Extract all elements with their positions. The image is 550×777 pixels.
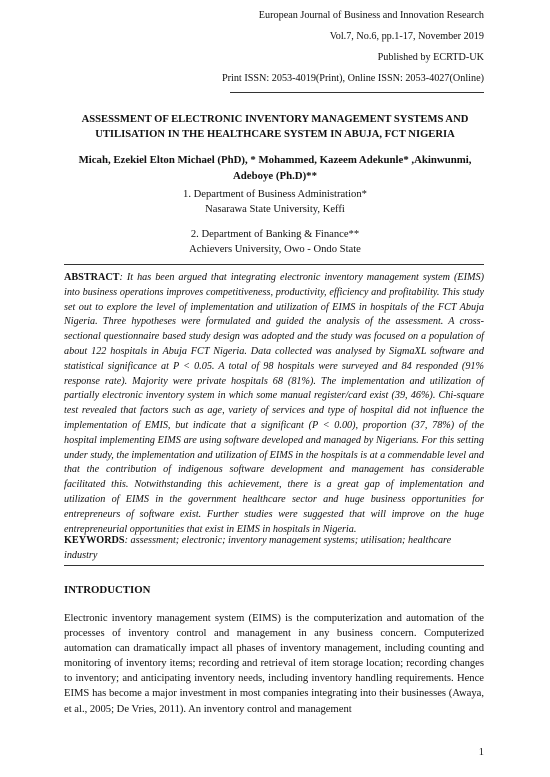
- page-number: 1: [478, 747, 484, 758]
- abstract-label: ABSTRACT: [64, 272, 120, 283]
- abstract: [64, 271, 484, 537]
- affiliation-2-institution: Achievers University, Owo - Ondo State: [189, 244, 361, 255]
- introduction-body: Electronic inventory management system (EIMS) is the computerization and automation of the processes of inventory control and management in any business concern. Computerized automation can dramatically impact all phases of inventory management, including counting and monitoring of inventory items; recording and retrieval of item storage location; recording changes to inventory; and anticipating inventory needs, including inventory handling requirements. Hence EIMS has become a major investment in most companies integrating into their businesses (Awaya, et al., 2005; De Vries, 2011). An inventory control and management: [64, 613, 484, 715]
- affiliation-2-dept: 2. Department of Banking & Finance**: [190, 229, 360, 240]
- journal-name: European Journal of Business and Innovation Research: [258, 10, 484, 21]
- affiliation-1-dept: 1. Department of Business Administration*: [183, 189, 367, 200]
- keywords-text: : assessment; electronic; inventory management systems; utilisation; healthcare industry: [64, 535, 452, 561]
- journal-volume: Vol.7, No.6, pp.1-17, November 2019: [329, 31, 484, 42]
- affiliation-1-institution: Nasarawa State University, Keffi: [205, 204, 345, 215]
- paper-title: ASSESSMENT OF ELECTRONIC INVENTORY MANAGEMENT SYSTEMS AND UTILISATION IN THE HEALTHCARE SYSTEM IN ABUJA, FCT NIGERIA: [81, 114, 469, 140]
- journal-issn: Print ISSN: 2053-4019(Print), Online ISSN: 2053-4027(Online): [221, 73, 484, 84]
- introduction-heading: INTRODUCTION: [64, 584, 151, 596]
- header-divider: [230, 92, 484, 93]
- keywords: [64, 534, 484, 564]
- journal-publisher: Published by ECRTD-UK: [377, 52, 484, 63]
- abstract-text: : It has been argued that integrating electronic inventory management system (EIMS) into business operations improves competitiveness, productivity, efficiency and profitability. This study set out to explore the level of implementation and utilization of EIMS in hospitals of the FCT Abuja Nigeria. Three hypotheses were formulated and guided the analysis of the assessment. A cross-sectional questionnaire based study design was adopted and the study was focused on a population of about 122 hospitals in Abuja FCT Nigeria. Data collected was analysed by SigmaXL software and statistical significance at P < 0.05. A total of 98 hospitals were surveyed and 84 responded (91% response rate). Majority were private hospitals 68 (81%). The implementation and utilization of partially electronic inventory system in which some manual register/card exist (39, 46%). Chi-square test revealed that factors such as age, variety of services and type of hospital did not influence the implementation of EMIS, but indicate that a significant (P < 0.00), proportion (37, 78%) of the hospital implementing EIMS are using software developed and managed by Nigerians. For this setting under study, the implementation and utilization of EIMS in the hospitals is at a commendable level and that the contribution of indigenous software development and management has considerable facilitated this. Notwithstanding this achievement, there is a great gap of implementation and utilization of EIMS in the government healthcare sector and huge business opportunities for entrepreneurs of software exist. Further studies were suggested that will improve on the huge entrepreneurial opportunities that exist in EIMS in hospitals in Nigeria.: [64, 272, 484, 535]
- paper-authors: Micah, Ezekiel Elton Michael (PhD), * Mohammed, Kazeem Adekunle* ,Akinwunmi, Adeboye (Ph.D)**: [78, 154, 472, 182]
- abstract-top-rule: [64, 264, 484, 265]
- abstract-bottom-rule: [64, 565, 484, 566]
- keywords-label: KEYWORDS: [64, 535, 125, 546]
